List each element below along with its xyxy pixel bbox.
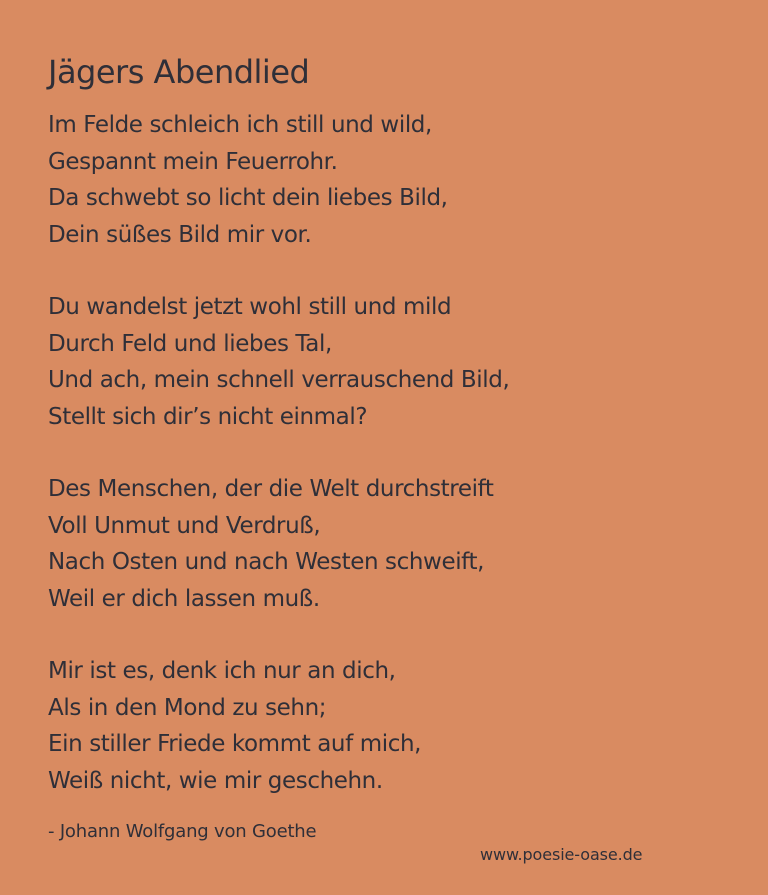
- poem-line: Ein stiller Friede kommt auf mich,: [48, 731, 422, 757]
- poem-body: [48, 107, 728, 835]
- poem-line: Du wandelst jetzt wohl still und mild: [48, 294, 452, 320]
- poem-line: Voll Unmut und Verdruß,: [48, 512, 321, 539]
- poem-line: Als in den Mond zu sehn;: [48, 694, 327, 721]
- stanza-1: [48, 107, 728, 253]
- poem-line: Im Felde schleich ich still und wild,: [48, 112, 432, 138]
- poem-line: Weil er dich lassen muß.: [48, 585, 320, 612]
- poem-line: Und ach, mein schnell verrauschend Bild,: [48, 367, 510, 393]
- poem-line: Mir ist es, denk ich nur an dich,: [48, 658, 396, 684]
- poem-line: Weiß nicht, wie mir geschehn.: [48, 767, 383, 794]
- stanza-2: [48, 289, 728, 435]
- stanza-4: [48, 653, 728, 799]
- stanza-3: [48, 471, 728, 617]
- poem-line: Gespannt mein Feuerrohr.: [48, 148, 338, 175]
- poem-author: - Johann Wolfgang von Goethe: [48, 821, 317, 842]
- poem-line: Da schwebt so licht dein liebes Bild,: [48, 185, 448, 211]
- poem-line: Durch Feld und liebes Tal,: [48, 330, 332, 357]
- poem-line: Nach Osten und nach Westen schweift,: [48, 549, 485, 575]
- poem-line: Dein süßes Bild mir vor.: [48, 221, 312, 248]
- poem-line: Stellt sich dir’s nicht einmal?: [48, 403, 368, 430]
- poem-title: Jägers Abendlied: [48, 53, 310, 91]
- poem-line: Des Menschen, der die Welt durchstreift: [48, 476, 494, 502]
- website-url: www.poesie-oase.de: [480, 845, 643, 864]
